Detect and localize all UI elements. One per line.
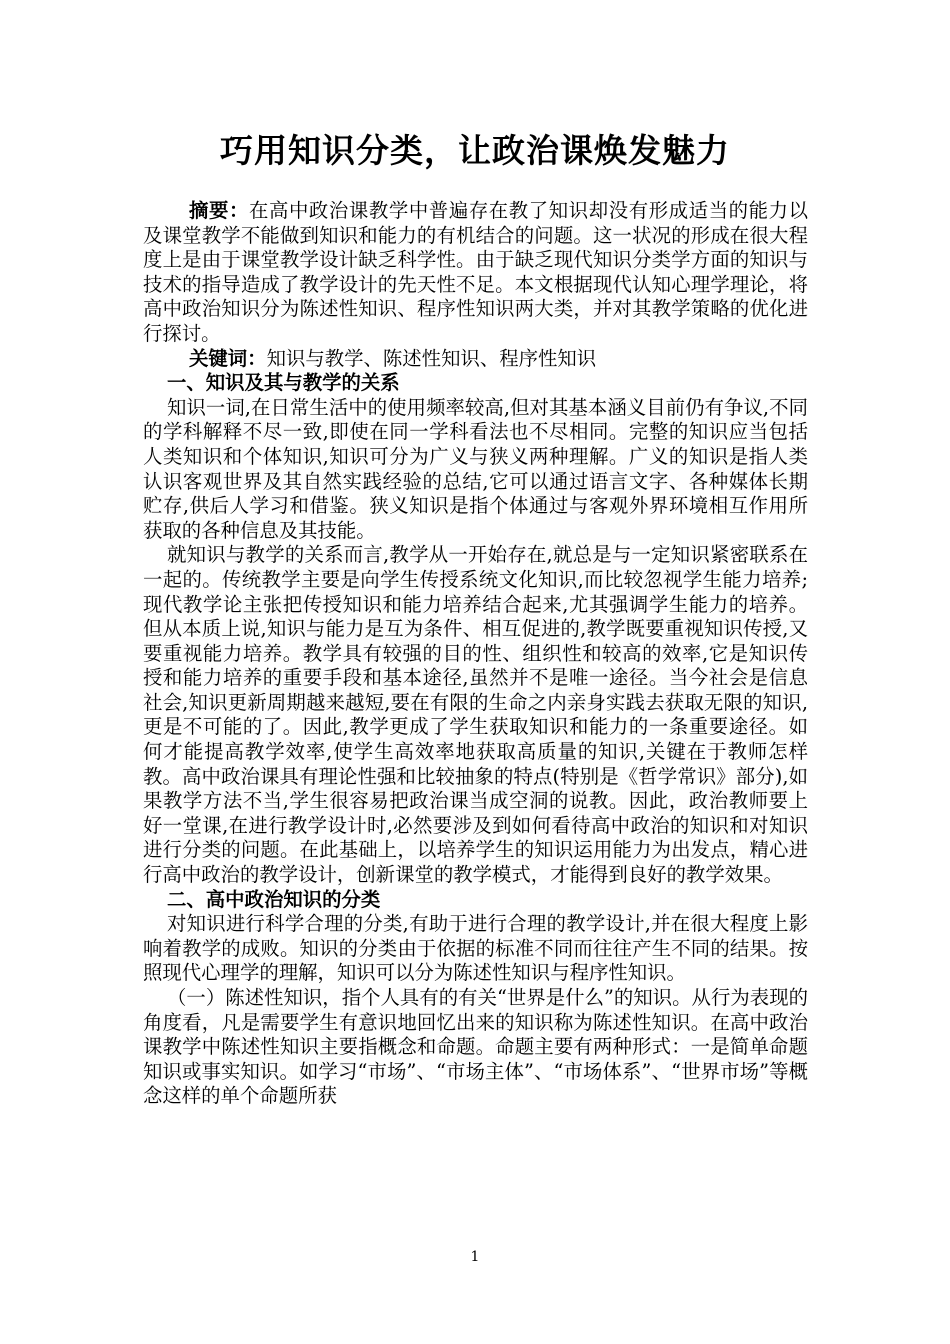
abstract-text: 在高中政治课教学中普遍存在教了知识却没有形成适当的能力以及课堂教学不能做到知识和能力的有机结合的问题。这一状况的形成在很大程度上是由于课堂教学设计缺乏科学性。由于缺乏现代知识分类学方面的知识与技术的指导造成了教学设计的先天性不足。本文根据现代认知心理学理论，将高中政治知识分为陈述性知识、程序性知识两大类，并对其教学策略的优化进行探讨。 — [143, 199, 809, 345]
keywords-label: 关键词： — [189, 346, 267, 370]
section1-paragraph-2: 就知识与教学的关系而言,教学从一开始存在,就总是与一定知识紧密联系在一起的。传统教学主要是向学生传授系统文化知识,而比较忽视学生能力培养;现代教学论主张把传授知识和能力培养结合起来,尤其强调学生能力的培养。但从本质上说,知识与能力是互为条件、相互促进的,教学既要重视知识传授,又要重视能力培养。教学具有较强的目的性、组织性和较高的效率,它是知识传授和能力培养的重要手段和基本途径,虽然并不是唯一途径。当今社会是信息社会,知识更新周期越来越短,要在有限的生命之内亲身实践去获取无限的知识,更是不可能的了。因此,教学更成了学生获取知识和能力的一条重要途径。如何才能提高教学效率,使学生高效率地获取高质量的知识,关键在于教师怎样教。高中政治课具有理论性强和比较抽象的特点(特别是《哲学常识》部分),如果教学方法不当,学生很容易把政治课当成空洞的说教。因此，政治教师要上好一堂课,在进行教学设计时,必然要涉及到如何看待高中政治的知识和对知识进行分类的问题。在此基础上，以培养学生的知识运用能力为出发点，精心进行高中政治的教学设计，创新课堂的教学模式，才能得到良好的教学效果。 — [143, 543, 808, 887]
keywords-paragraph — [143, 347, 808, 372]
section-heading-2: 二、高中政治知识的分类 — [167, 887, 381, 911]
abstract-label: 摘要： — [189, 199, 249, 222]
section1-paragraph-1: 知识一词,在日常生活中的使用频率较高,但对其基本涵义目前仍有争议,不同的学科解释不尽一致,即使在同一学科看法也不尽相同。完整的知识应当包括人类知识和个体知识,知识可分为广义与狭义两种理解。广义的知识是指人类认识客观世界及其自然实践经验的总结,它可以通过语言文字、各种媒体长期贮存,供后人学习和借鉴。狭义知识是指个体通过与客观外界环境相互作用所获取的各种信息及其技能。 — [143, 395, 808, 542]
section-heading-1: 一、知识及其与教学的关系 — [167, 371, 400, 395]
document-body — [143, 199, 808, 1109]
document-title: 巧用知识分类，让政治课焕发魅力 — [220, 131, 730, 170]
section2-paragraph-1: 对知识进行科学合理的分类,有助于进行合理的教学设计,并在很大程度上影响着教学的成败。知识的分类由于依据的标准不同而往往产生不同的结果。按照现代心理学的理解，知识可以分为陈述性知识与程序性知识。 — [143, 912, 808, 985]
abstract-paragraph — [143, 199, 808, 347]
keywords-text: 知识与教学、陈述性知识、程序性知识 — [266, 346, 597, 370]
page-number: 1 — [470, 1249, 480, 1265]
section2-paragraph-2: （一）陈述性知识，指个人具有的有关“世界是什么”的知识。从行为表现的角度看，凡是需要学生有意识地回忆出来的知识称为陈述性知识。在高中政治课教学中陈述性知识主要指概念和命题。命题主要有两种形式：一是简单命题知识或事实知识。如学习“市场”、“市场主体”、“市场体系”、“世界市场”等概念这样的单个命题所获 — [143, 986, 808, 1108]
